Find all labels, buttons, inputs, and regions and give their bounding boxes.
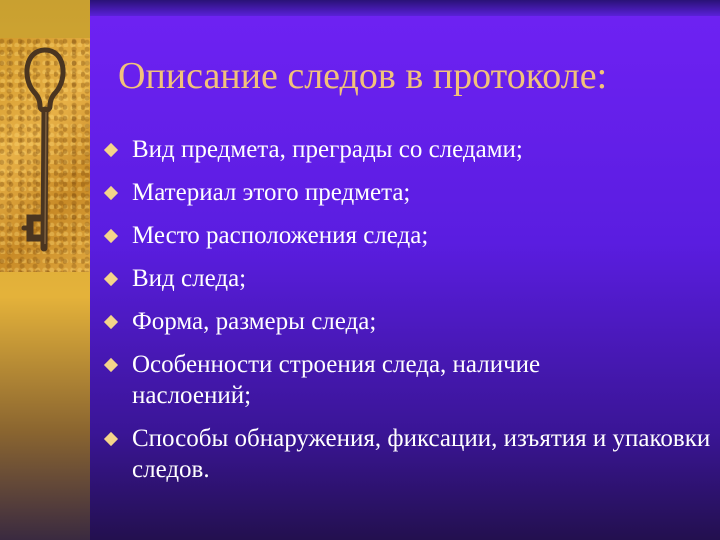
diamond-bullet-icon [104, 315, 118, 329]
bullet-text: Особенности строения следа, наличие наслоений; [132, 351, 541, 409]
list-item [104, 306, 714, 337]
key-photo [0, 38, 90, 272]
bullet-text: Способы обнаружения, фиксации, изъятия и упаковки следов. [132, 425, 711, 483]
diamond-bullet-icon [104, 272, 118, 286]
bullet-text: Вид следа; [132, 265, 247, 292]
bullet-text: Форма, размеры следа; [132, 308, 377, 335]
diamond-bullet-icon [104, 358, 118, 372]
slide-title: Описание следов в протоколе: [118, 55, 608, 97]
list-item [104, 349, 652, 411]
diamond-bullet-icon [104, 143, 118, 157]
diamond-bullet-icon [104, 186, 118, 200]
diamond-bullet-icon [104, 229, 118, 243]
list-item [104, 220, 714, 251]
bullet-text: Вид предмета, преграды со следами; [132, 136, 523, 163]
top-band [90, 0, 720, 16]
key-icon [0, 38, 90, 272]
diamond-bullet-icon [104, 432, 118, 446]
list-item [104, 423, 712, 485]
bullet-text: Материал этого предмета; [132, 179, 411, 206]
list-item [104, 134, 714, 165]
bullet-text: Место расположения следа; [132, 222, 429, 249]
list-item [104, 177, 714, 208]
bullet-list [104, 134, 714, 485]
list-item [104, 263, 714, 294]
